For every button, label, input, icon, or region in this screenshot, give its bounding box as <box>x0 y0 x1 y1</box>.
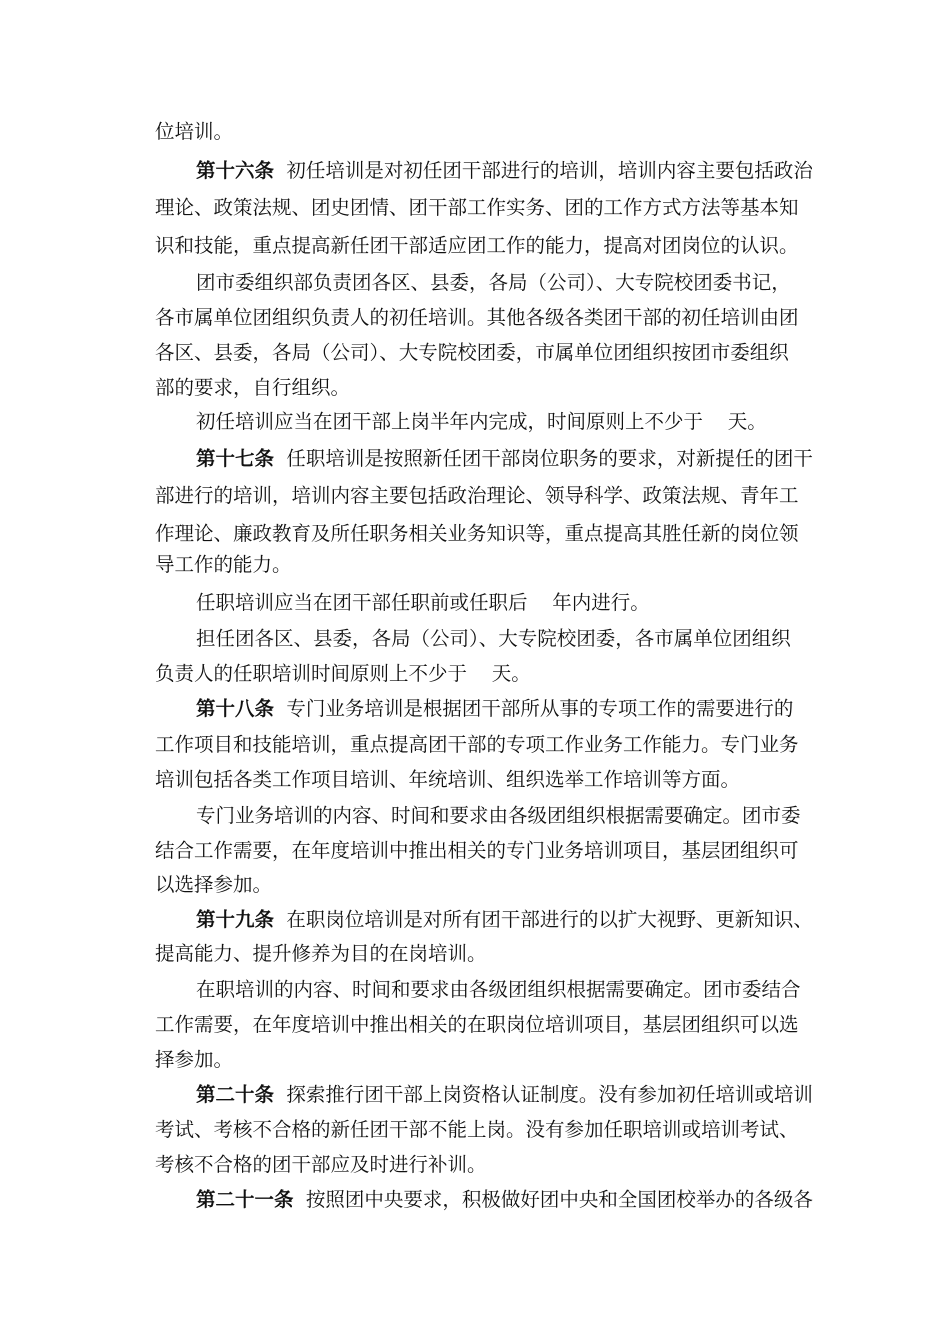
line-text: 担任团各区、县委，各局（公司）、大专院校团委，各市属单位团组织 <box>196 627 791 650</box>
line-text: 部的要求，自行组织。 <box>155 376 351 399</box>
line-text: 探索推行团干部上岗资格认证制度。没有参加初任培训或培训 <box>274 1083 813 1106</box>
article-18-heading-line <box>196 696 950 722</box>
line-text: 负责人的任职培训时间原则上不少于 天。 <box>155 662 531 685</box>
line-text: 工作需要，在年度培训中推出相关的在职岗位培训项目，基层团组织可以选 <box>155 1013 799 1036</box>
text-line <box>155 375 950 401</box>
line-text: 结合工作需要，在年度培训中推出相关的专门业务培训项目，基层团组织可 <box>155 839 799 862</box>
paragraph-first-line <box>196 803 950 829</box>
text-line <box>155 552 950 578</box>
line-text: 各市属单位团组织负责人的初任培训。其他各级各类团干部的初任培训由团 <box>155 306 799 329</box>
text-line <box>155 941 950 967</box>
line-text: 位培训。 <box>155 120 234 143</box>
text-line <box>155 838 950 864</box>
line-text: 任职培训是按照新任团干部岗位职务的要求，对新提任的团干 <box>274 447 813 470</box>
article-19-heading-line <box>196 907 950 933</box>
text-line <box>155 119 950 145</box>
text-line <box>155 732 950 758</box>
line-text: 初任培训是对初任团干部进行的培训，培训内容主要包括政治 <box>274 159 813 182</box>
line-text: 各区、县委，各局（公司）、大专院校团委，市属单位团组织按团市委组织 <box>155 341 789 364</box>
text-line <box>155 340 950 366</box>
line-text: 以选择参加。 <box>155 873 273 896</box>
text-line <box>155 1047 950 1073</box>
line-text: 工作项目和技能培训，重点提高团干部的专项工作业务工作能力。专门业务 <box>155 733 799 756</box>
line-text: 识和技能，重点提高新任团干部适应团工作的能力，提高对团岗位的认识。 <box>155 234 799 257</box>
line-text: 部进行的培训，培训内容主要包括政治理论、领导科学、政策法规、青年工 <box>155 484 799 507</box>
paragraph-first-line <box>196 409 950 435</box>
article-number: 第二十一条 <box>196 1188 294 1211</box>
article-number: 第十九条 <box>196 908 275 931</box>
text-line <box>155 483 950 509</box>
line-text: 导工作的能力。 <box>155 553 292 576</box>
paragraph-first-line <box>196 977 950 1003</box>
text-line <box>155 521 950 547</box>
line-text: 专门业务培训的内容、时间和要求由各级团组织根据需要确定。团市委 <box>196 804 801 827</box>
text-line <box>155 767 950 793</box>
text-line <box>155 305 950 331</box>
text-line <box>155 872 950 898</box>
line-text: 提高能力、提升修养为目的在岗培训。 <box>155 942 487 965</box>
paragraph-first-line <box>196 590 950 616</box>
article-21-heading-line <box>196 1187 950 1213</box>
line-text: 作理论、廉政教育及所任职务相关业务知识等，重点提高其胜任新的岗位领 <box>155 522 799 545</box>
line-text: 按照团中央要求，积极做好团中央和全国团校举办的各级各 <box>293 1188 813 1211</box>
article-number: 第十六条 <box>196 159 275 182</box>
text-line <box>155 1012 950 1038</box>
text-line <box>155 661 950 687</box>
line-text: 择参加。 <box>155 1048 234 1071</box>
paragraph-first-line <box>196 626 950 652</box>
line-text: 专门业务培训是根据团干部所从事的专项工作的需要进行的 <box>274 697 794 720</box>
text-line <box>155 195 950 221</box>
line-text: 在职培训的内容、时间和要求由各级团组织根据需要确定。团市委结合 <box>196 978 801 1001</box>
line-text: 团市委组织部负责团各区、县委，各局（公司）、大专院校团委书记， <box>196 271 791 294</box>
line-text: 在职岗位培训是对所有团干部进行的以扩大视野、更新知识、 <box>274 908 813 931</box>
article-number: 第二十条 <box>196 1083 275 1106</box>
line-text: 理论、政策法规、团史团情、团干部工作实务、团的工作方式方法等基本知 <box>155 196 799 219</box>
text-line <box>155 1152 950 1178</box>
article-number: 第十七条 <box>196 447 275 470</box>
line-text: 任职培训应当在团干部任职前或任职后 年内进行。 <box>196 591 650 614</box>
line-text: 初任培训应当在团干部上岗半年内完成，时间原则上不少于 天。 <box>196 410 767 433</box>
article-16-heading-line <box>196 158 950 184</box>
line-text: 培训包括各类工作项目培训、年统培训、组织选举工作培训等方面。 <box>155 768 741 791</box>
line-text: 考试、考核不合格的新任团干部不能上岗。没有参加任职培训或培训考试、 <box>155 1118 799 1141</box>
line-text: 考核不合格的团干部应及时进行补训。 <box>155 1153 487 1176</box>
text-line <box>155 1117 950 1143</box>
paragraph-first-line <box>196 270 950 296</box>
article-20-heading-line <box>196 1082 950 1108</box>
article-number: 第十八条 <box>196 697 275 720</box>
text-line <box>155 233 950 259</box>
article-17-heading-line <box>196 446 950 472</box>
